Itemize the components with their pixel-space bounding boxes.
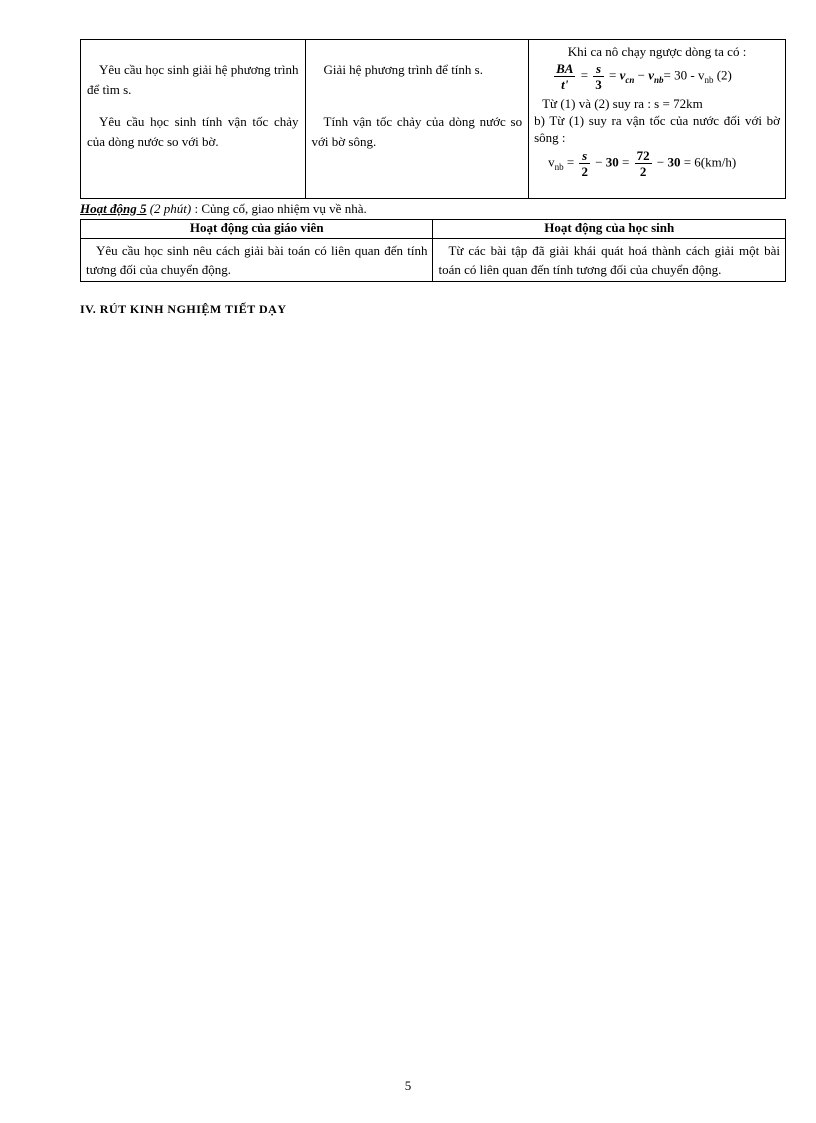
table-row	[81, 239, 786, 282]
page-number: 5	[404, 1078, 412, 1093]
student-response-2: Tính vận tốc chảy của dòng nước so với bờ sông.	[311, 114, 523, 149]
teacher-instruction-1: Yêu cầu học sinh giải hệ phương trình để tìm s.	[87, 62, 299, 97]
activity-5-duration: (2 phút)	[149, 201, 192, 216]
teacher-activity-cell	[81, 40, 306, 199]
header-student: Hoạt động của học sinh	[433, 220, 786, 239]
solution-line-1: Khi ca nô chạy ngược dòng ta có :	[567, 44, 747, 59]
solution-line-3: Từ (1) và (2) suy ra : s = 72km	[542, 96, 703, 111]
header-teacher: Hoạt động của giáo viên	[81, 220, 433, 239]
section-heading: IV. RÚT KINH NGHIỆM TIẾT DẠY	[80, 302, 287, 316]
equation-2: $\frac{BA}{t'}$ = $\frac{s}{3}$ = $v_{cn} - v_{nb}= 30 - v_{nb}$ (2)	[556, 61, 732, 92]
activity-5-table	[80, 219, 786, 282]
table-row	[81, 40, 786, 199]
solution-line-4: b) Từ (1) suy ra vận tốc của nước đối với bờ sông :	[534, 113, 780, 145]
activity-5-heading	[80, 201, 367, 217]
activity-5-description: : Củng cố, giao nhiệm vụ về nhà.	[191, 201, 367, 216]
student-activity-cell	[305, 40, 529, 199]
lesson-table-continued	[80, 39, 786, 199]
student-response-1: Giải hệ phương trình để tính s.	[323, 62, 483, 77]
student-activity-cell: Từ các bài tập đã giải khái quát hoá thành cách giải một bài toán có liên quan đến tính tương đối của chuyển động.	[433, 239, 786, 282]
fraction-72-over-2: $\frac{72}{2}$	[636, 148, 650, 179]
fraction-ba-over-t: $\frac{BA}{t'}$	[556, 61, 574, 92]
activity-5-title: Hoạt động 5	[80, 201, 147, 216]
fraction-s-over-3: $\frac{s}{3}$	[595, 61, 602, 92]
solution-cell	[529, 40, 786, 199]
fraction-s-over-2: $\frac{s}{2}$	[581, 148, 588, 179]
table-header-row	[81, 220, 786, 239]
equation-3: $v_{nb}$ = $\frac{s}{2}$ − 30 = $\frac{72}{2}$ − 30 = 6(km/h)	[548, 148, 737, 179]
teacher-instruction-2: Yêu cầu học sinh tính vận tốc chảy của dòng nước so với bờ.	[87, 114, 299, 149]
teacher-activity-cell: Yêu cầu học sinh nêu cách giải bài toán có liên quan đến tính tương đối của chuyển động.	[81, 239, 433, 282]
